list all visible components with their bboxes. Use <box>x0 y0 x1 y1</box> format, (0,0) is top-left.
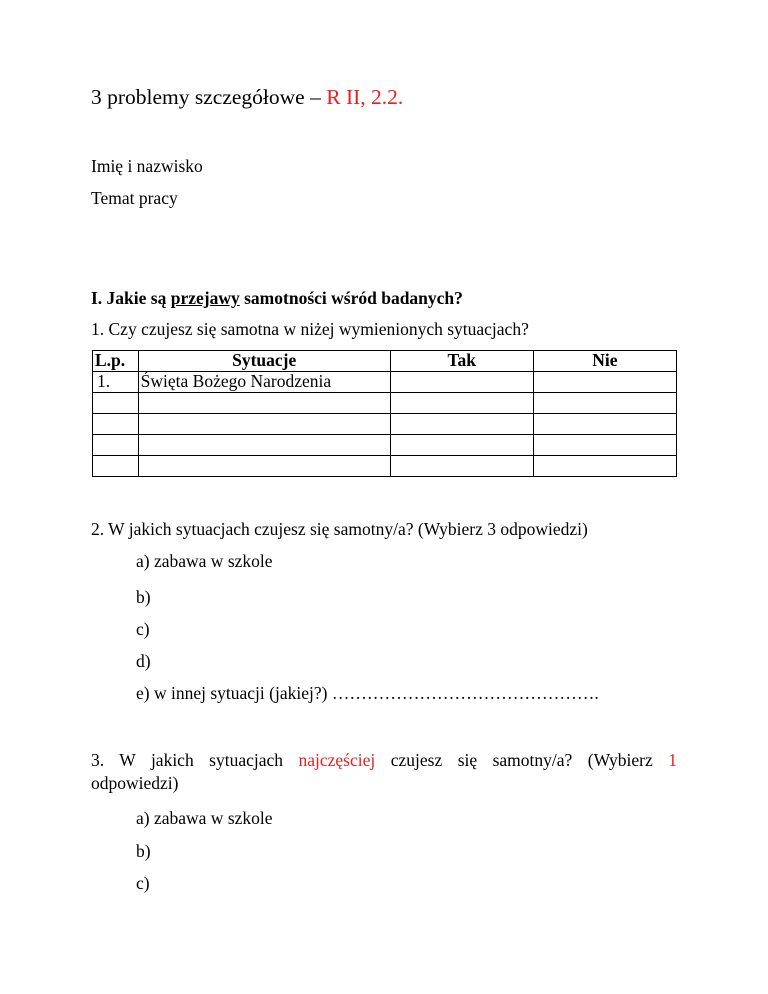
table-row <box>93 456 677 477</box>
cell-no[interactable] <box>533 372 676 393</box>
name-label: Imię i nazwisko <box>91 156 203 176</box>
cell-no[interactable] <box>533 456 676 477</box>
question-3-line-2: odpowiedzi) <box>91 773 179 793</box>
question-3 <box>91 749 677 771</box>
q3-option-c: c) <box>136 873 150 893</box>
header-situations: Sytuacje <box>138 351 390 372</box>
cell-no[interactable] <box>533 393 676 414</box>
q2-option-a: a) zabawa w szkole <box>136 551 273 571</box>
question-1: 1. Czy czujesz się samotna w niżej wymienionych sytuacjach? <box>91 319 529 339</box>
cell-lp <box>93 456 139 477</box>
q3-highlight: najczęściej <box>298 750 376 770</box>
cell-no[interactable] <box>533 435 676 456</box>
q3-text-start: 3. W jakich sytuacjach <box>91 750 299 770</box>
q2-option-d: d) <box>136 651 151 671</box>
title-reference: R II, 2.2. <box>326 85 404 109</box>
table-header-row <box>93 351 677 372</box>
header-lp: L.p. <box>93 351 139 372</box>
table-row <box>93 435 677 456</box>
cell-situation[interactable] <box>138 435 390 456</box>
title-prefix: 3 problemy szczegółowe – <box>91 85 327 109</box>
cell-lp <box>93 414 139 435</box>
cell-lp <box>93 435 139 456</box>
section-heading-start: I. Jakie są <box>91 288 171 308</box>
cell-situation[interactable] <box>138 456 390 477</box>
cell-yes[interactable] <box>390 393 533 414</box>
q3-text-middle: czujesz się samotny/a? (Wybierz <box>375 750 669 770</box>
q2-option-c: c) <box>136 619 150 639</box>
cell-yes[interactable] <box>390 456 533 477</box>
table-row <box>93 372 677 393</box>
question-2: 2. W jakich sytuacjach czujesz się samotny/a? (Wybierz 3 odpowiedzi) <box>91 519 588 539</box>
cell-lp <box>93 393 139 414</box>
cell-lp: 1. <box>93 372 139 393</box>
table-row <box>93 393 677 414</box>
header-no: Nie <box>533 351 676 372</box>
page-title <box>91 84 403 110</box>
q3-option-a: a) zabawa w szkole <box>136 808 273 828</box>
cell-yes[interactable] <box>390 435 533 456</box>
cell-no[interactable] <box>533 414 676 435</box>
table-row <box>93 414 677 435</box>
q2-option-b: b) <box>136 587 151 607</box>
q3-option-b: b) <box>136 841 151 861</box>
section-heading-underlined: przejawy <box>170 288 240 308</box>
cell-situation[interactable] <box>138 414 390 435</box>
cell-situation: Święta Bożego Narodzenia <box>138 372 390 393</box>
q3-count: 1 <box>668 750 677 770</box>
situations-table <box>92 350 677 477</box>
cell-yes[interactable] <box>390 414 533 435</box>
section-heading-end: samotności wśród badanych? <box>239 288 463 308</box>
topic-label: Temat pracy <box>91 188 178 208</box>
section-heading <box>91 287 463 309</box>
cell-yes[interactable] <box>390 372 533 393</box>
cell-situation[interactable] <box>138 393 390 414</box>
header-yes: Tak <box>390 351 533 372</box>
q2-option-e: e) w innej sytuacji (jakiej?) ………………………………………. <box>136 683 599 703</box>
